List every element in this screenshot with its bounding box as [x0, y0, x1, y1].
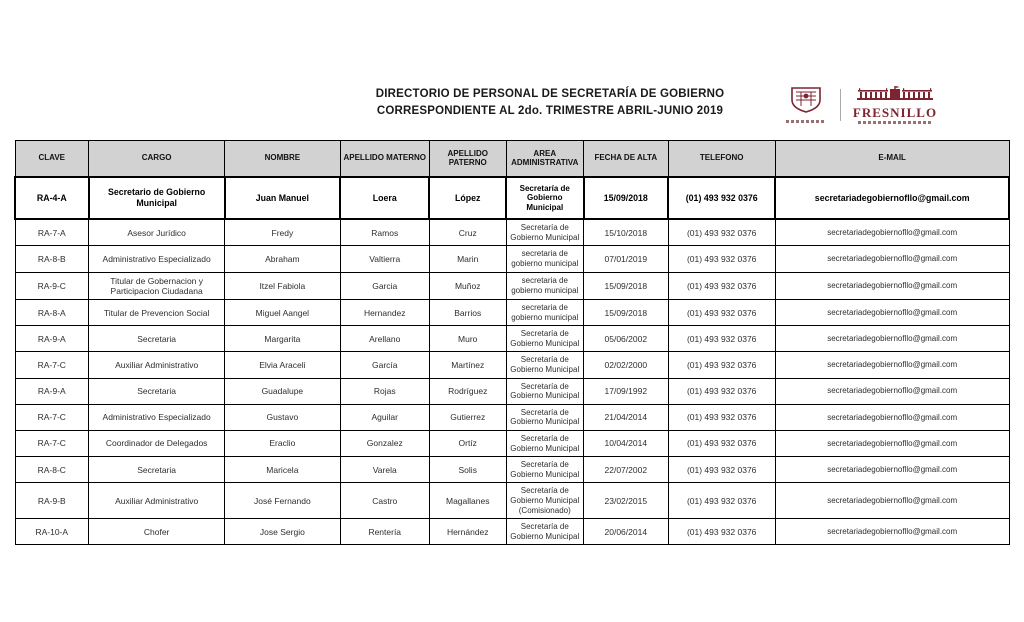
cell-telefono: (01) 493 932 0376	[668, 430, 775, 456]
title-line-2: CORRESPONDIENTE AL 2do. TRIMESTRE ABRIL-JUNIO 2019	[376, 104, 724, 117]
cell-clave: RA-9-C	[15, 272, 89, 299]
table-row	[15, 404, 1009, 430]
palace-building-icon	[857, 86, 933, 105]
cell-area-administrativa: Secretaría de Gobierno Municipal	[506, 519, 584, 545]
cell-apellido-paterno: Hernández	[429, 519, 506, 545]
cell-nombre: Juan Manuel	[225, 177, 340, 220]
cell-area-administrativa: Secretaría de Gobierno Municipal (Comisionado)	[506, 483, 584, 519]
cell-email: secretariadegobiernofllo@gmail.com	[775, 177, 1009, 220]
cell-area-administrativa: secretaria de gobierno municipal	[506, 246, 584, 272]
cell-apellido-materno: Rojas	[340, 378, 429, 404]
cell-apellido-paterno: Ortíz	[429, 430, 506, 456]
cell-apellido-materno: Valtierra	[340, 246, 429, 272]
cell-email: secretariadegobiernofllo@gmail.com	[775, 300, 1009, 326]
cell-apellido-materno: Garcia	[340, 272, 429, 299]
cell-clave: RA-8-C	[15, 457, 89, 483]
cell-clave: RA-9-A	[15, 326, 89, 352]
cell-fecha-de-alta: 02/02/2000	[584, 352, 668, 378]
cell-apellido-paterno: Marin	[429, 246, 506, 272]
cell-telefono: (01) 493 932 0376	[668, 352, 775, 378]
cell-apellido-materno: Arellano	[340, 326, 429, 352]
cell-telefono: (01) 493 932 0376	[668, 219, 775, 246]
column-header: NOMBRE	[225, 141, 340, 177]
cell-apellido-materno: Gonzalez	[340, 430, 429, 456]
cell-fecha-de-alta: 15/09/2018	[584, 177, 668, 220]
cell-telefono: (01) 493 932 0376	[668, 300, 775, 326]
cell-apellido-materno: Rentería	[340, 519, 429, 545]
cell-cargo: Chofer	[89, 519, 225, 545]
cell-nombre: Guadalupe	[225, 378, 340, 404]
cell-nombre: Miguel Aangel	[225, 300, 340, 326]
personnel-directory-table	[14, 140, 1010, 545]
cell-email: secretariadegobiernofllo@gmail.com	[775, 352, 1009, 378]
logo-divider	[840, 89, 841, 121]
cell-fecha-de-alta: 10/04/2014	[584, 430, 668, 456]
table-row	[15, 430, 1009, 456]
document-title	[330, 86, 770, 119]
table-row	[15, 378, 1009, 404]
cell-apellido-paterno: Gutierrez	[429, 404, 506, 430]
cell-area-administrativa: Secretaría de Gobierno Municipal	[506, 457, 584, 483]
cell-apellido-paterno: Barrios	[429, 300, 506, 326]
cell-apellido-paterno: Muro	[429, 326, 506, 352]
cell-area-administrativa: Secretaría de Gobierno Municipal	[506, 378, 584, 404]
table-row	[15, 219, 1009, 246]
cell-fecha-de-alta: 23/02/2015	[584, 483, 668, 519]
cell-email: secretariadegobiernofllo@gmail.com	[775, 404, 1009, 430]
cell-fecha-de-alta: 17/09/1992	[584, 378, 668, 404]
cell-cargo: Administrativo Especializado	[89, 404, 225, 430]
cell-cargo: Secretaria	[89, 378, 225, 404]
cell-cargo: Titular de Gobernacion y Participacion Ciudadana	[89, 272, 225, 299]
cell-area-administrativa: Secretaría de Gobierno Municipal	[506, 404, 584, 430]
column-header: FECHA DE ALTA	[584, 141, 668, 177]
cell-fecha-de-alta: 21/04/2014	[584, 404, 668, 430]
cell-cargo: Secretaria	[89, 457, 225, 483]
cell-clave: RA-8-B	[15, 246, 89, 272]
cell-apellido-materno: Loera	[340, 177, 429, 220]
column-header: AREA ADMINISTRATIVA	[506, 141, 584, 177]
cell-area-administrativa: secretaria de gobierno municipal	[506, 272, 584, 299]
cell-nombre: Eraclio	[225, 430, 340, 456]
cell-apellido-paterno: Solis	[429, 457, 506, 483]
cell-area-administrativa: Secretaría de Gobierno Municipal	[506, 430, 584, 456]
cell-email: secretariadegobiernofllo@gmail.com	[775, 483, 1009, 519]
table-row	[15, 519, 1009, 545]
cell-fecha-de-alta: 15/10/2018	[584, 219, 668, 246]
cell-email: secretariadegobiernofllo@gmail.com	[775, 430, 1009, 456]
cell-nombre: Elvia Araceli	[225, 352, 340, 378]
header-logos	[782, 84, 942, 126]
cell-telefono: (01) 493 932 0376	[668, 378, 775, 404]
cell-telefono: (01) 493 932 0376	[668, 404, 775, 430]
cell-apellido-paterno: López	[429, 177, 506, 220]
cell-apellido-materno: Ramos	[340, 219, 429, 246]
cell-telefono: (01) 493 932 0376	[668, 272, 775, 299]
fresnillo-wordmark: FRESNILLO	[852, 105, 938, 120]
cell-fecha-de-alta: 07/01/2019	[584, 246, 668, 272]
cell-email: secretariadegobiernofllo@gmail.com	[775, 378, 1009, 404]
cell-apellido-materno: Hernandez	[340, 300, 429, 326]
cell-clave: RA-7-C	[15, 404, 89, 430]
cell-telefono: (01) 493 932 0376	[668, 457, 775, 483]
cell-fecha-de-alta: 05/06/2002	[584, 326, 668, 352]
cell-telefono: (01) 493 932 0376	[668, 326, 775, 352]
cell-telefono: (01) 493 932 0376	[668, 483, 775, 519]
cell-clave: RA-10-A	[15, 519, 89, 545]
cell-cargo: Coordinador de Delegados	[89, 430, 225, 456]
cell-telefono: (01) 493 932 0376	[668, 177, 775, 220]
cell-apellido-paterno: Martínez	[429, 352, 506, 378]
cell-nombre: Itzel Fabiola	[225, 272, 340, 299]
cell-cargo: Auxiliar Administrativo	[89, 483, 225, 519]
cell-area-administrativa: Secretaría de Gobierno Municipal	[506, 326, 584, 352]
cell-telefono: (01) 493 932 0376	[668, 246, 775, 272]
cell-email: secretariadegobiernofllo@gmail.com	[775, 326, 1009, 352]
cell-apellido-paterno: Cruz	[429, 219, 506, 246]
cell-area-administrativa: Secretaría de Gobierno Municipal	[506, 352, 584, 378]
table-row	[15, 326, 1009, 352]
cell-area-administrativa: Secretaría de Gobierno Municipal	[506, 219, 584, 246]
cell-fecha-de-alta: 15/09/2018	[584, 300, 668, 326]
cell-clave: RA-8-A	[15, 300, 89, 326]
table-row	[15, 352, 1009, 378]
cell-cargo: Secretario de Gobierno Municipal	[89, 177, 225, 220]
cell-email: secretariadegobiernofllo@gmail.com	[775, 246, 1009, 272]
cell-cargo: Secretaria	[89, 326, 225, 352]
cell-nombre: Gustavo	[225, 404, 340, 430]
cell-email: secretariadegobiernofllo@gmail.com	[775, 519, 1009, 545]
cell-cargo: Titular de Prevencion Social	[89, 300, 225, 326]
cell-apellido-paterno: Rodríguez	[429, 378, 506, 404]
cell-nombre: Fredy	[225, 219, 340, 246]
cell-cargo: Auxiliar Administrativo	[89, 352, 225, 378]
table-row	[15, 177, 1009, 220]
cell-apellido-paterno: Magallanes	[429, 483, 506, 519]
cell-apellido-materno: García	[340, 352, 429, 378]
cell-fecha-de-alta: 20/06/2014	[584, 519, 668, 545]
fresnillo-logo	[851, 86, 939, 124]
table-body	[15, 177, 1009, 545]
table-row	[15, 300, 1009, 326]
cell-nombre: Jose Sergio	[225, 519, 340, 545]
cell-cargo: Asesor Jurídico	[89, 219, 225, 246]
fresnillo-tagline-text	[858, 121, 932, 124]
crest-caption-text	[786, 120, 826, 123]
column-header: CLAVE	[15, 141, 89, 177]
cell-clave: RA-7-A	[15, 219, 89, 246]
cell-nombre: Margarita	[225, 326, 340, 352]
cell-apellido-paterno: Muñoz	[429, 272, 506, 299]
column-header: E-MAIL	[775, 141, 1009, 177]
cell-clave: RA-9-B	[15, 483, 89, 519]
column-header: CARGO	[89, 141, 225, 177]
table-row	[15, 483, 1009, 519]
cell-email: secretariadegobiernofllo@gmail.com	[775, 272, 1009, 299]
cell-nombre: José Fernando	[225, 483, 340, 519]
cell-area-administrativa: secretaria de gobierno municipal	[506, 300, 584, 326]
cell-email: secretariadegobiernofllo@gmail.com	[775, 219, 1009, 246]
cell-clave: RA-7-C	[15, 352, 89, 378]
cell-cargo: Administrativo Especializado	[89, 246, 225, 272]
column-header: APELLIDO MATERNO	[340, 141, 429, 177]
cell-clave: RA-9-A	[15, 378, 89, 404]
column-header: TELEFONO	[668, 141, 775, 177]
cell-clave: RA-4-A	[15, 177, 89, 220]
cell-apellido-materno: Castro	[340, 483, 429, 519]
cell-nombre: Maricela	[225, 457, 340, 483]
cell-nombre: Abraham	[225, 246, 340, 272]
title-line-1: DIRECTORIO DE PERSONAL DE SECRETARÍA DE GOBIERNO	[375, 88, 725, 100]
cell-clave: RA-7-C	[15, 430, 89, 456]
column-header: APELLIDO PATERNO	[429, 141, 506, 177]
table-row	[15, 457, 1009, 483]
cell-telefono: (01) 493 932 0376	[668, 519, 775, 545]
table-header-row	[15, 141, 1009, 177]
cell-apellido-materno: Varela	[340, 457, 429, 483]
cell-fecha-de-alta: 22/07/2002	[584, 457, 668, 483]
cell-fecha-de-alta: 15/09/2018	[584, 272, 668, 299]
cell-apellido-materno: Aguilar	[340, 404, 429, 430]
cell-email: secretariadegobiernofllo@gmail.com	[775, 457, 1009, 483]
cell-area-administrativa: Secretaría de Gobierno Municipal	[506, 177, 584, 220]
municipal-crest-logo	[782, 87, 830, 123]
crest-icon	[789, 87, 823, 118]
table-row	[15, 246, 1009, 272]
table-row	[15, 272, 1009, 299]
